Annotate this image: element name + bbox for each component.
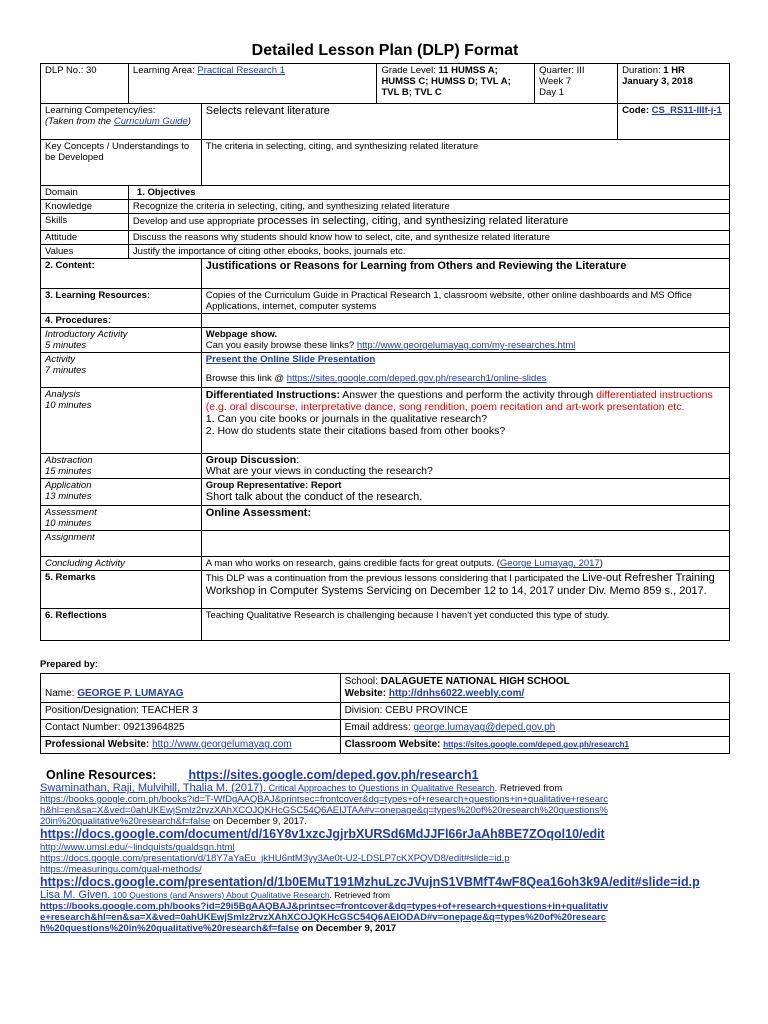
objective-label: Attitude [41, 231, 129, 245]
objective-value: Recognize the criteria in selecting, citing, and synthesizing related literature [128, 200, 729, 214]
procedure-body: Webpage show. Can you easily browse these links? http://www.georgelumayag.com/my-researches.html [201, 328, 729, 353]
competency-value: Selects relevant literature [201, 104, 617, 140]
duration-date: Duration: 1 HR January 3, 2018 [618, 64, 730, 104]
procedure-body: Online Assessment: [201, 506, 729, 531]
remarks-row [41, 571, 730, 609]
contact-number: Contact Number: 09213964825 [41, 720, 341, 737]
objective-value: Justify the importance of citing other ebooks, books, journals etc. [128, 245, 729, 259]
division: Division: CEBU PROVINCE [340, 703, 729, 720]
code-link[interactable]: CS_RS11-IIIf-j-1 [651, 105, 722, 116]
procedure-label: Introductory Activity 5 minutes [41, 328, 202, 353]
procedure-label: Analysis 10 minutes [41, 388, 202, 454]
curriculum-guide-link[interactable]: Curriculum Guide [113, 116, 188, 127]
procedure-label: Concluding Activity [41, 557, 202, 571]
ref2-author[interactable]: Lisa M. Given. [40, 890, 111, 901]
online-slides-link[interactable]: https://sites.google.com/deped.gov.ph/research1/online-slides [286, 373, 547, 384]
activity-row [41, 353, 730, 388]
ref1-title[interactable]: Critical Approaches to Questions in Qualitative Research [266, 783, 495, 793]
assignment-row [41, 531, 730, 557]
presentation2-link[interactable]: https://docs.google.com/presentation/d/1b0EMuT191MzhuLzcJVujnS1VBMfT4wF8Qea16oh3k9A/edit#slide=id.p [40, 875, 700, 889]
competency-label: Learning Competency/ies: (Taken from the Curriculum Guide) [41, 104, 202, 140]
grade-level: Grade Level: 11 HUMSS A; HUMSS C; HUMSS D; TVL A; TVL B; TVL C [377, 64, 535, 104]
key-concepts-row [41, 140, 730, 186]
learning-area: Learning Area: Practical Research 1 [128, 64, 377, 104]
professional-website: Professional Website: http://www.georgelumayag.com [41, 737, 341, 754]
reflections-label: 6. Reflections [41, 609, 202, 641]
content-value: Justifications or Reasons for Learning from Others and Reviewing the Literature [201, 259, 729, 289]
research1-link[interactable]: https://sites.google.com/deped.gov.ph/research1 [188, 768, 479, 782]
professional-website-link[interactable]: http://www.georgelumayag.com [152, 739, 292, 750]
procedure-label: Assignment [41, 531, 202, 557]
author-link[interactable]: George Lumayag, 2017 [499, 558, 600, 569]
content-label: 2. Content: [41, 259, 202, 289]
competency-code: Code: CS_RS11-IIIf-j-1 [618, 104, 730, 140]
email-link[interactable]: george.lumayag@deped.gov.ph [413, 722, 556, 733]
remarks-value: This DLP was a continuation from the previous lessons considering that I participated the Live-out Refresher Training Workshop in Computer Systems Servicing on December 12 to 14, 2017 under Div. Memo 859 s., 2017. [201, 571, 729, 609]
objective-label: Skills [41, 214, 129, 231]
procedure-body: Present the Online Slide Presentation Browse this link @ https://sites.google.com/deped.gov.ph/research1/online-slides [201, 353, 729, 388]
procedure-body: Group Discussion: What are your views in conducting the research? [201, 454, 729, 479]
concluding-row [41, 557, 730, 571]
procedure-body: A man who works on research, gains credible facts for great outputs. (George Lumayag, 2017) [201, 557, 729, 571]
resources-value: Copies of the Curriculum Guide in Practical Research 1, classroom website, other online dashboards and MS Office Applications, internet, computer systems [201, 289, 729, 314]
docs-link[interactable]: https://docs.google.com/document/d/16Y8v1xzcJgjrbXURSd6MdJJFl66rJaAh8BE7ZOqol10/edit [40, 827, 605, 841]
reflections-value: Teaching Qualitative Research is challenging because I haven't yet conducted this type of study. [201, 609, 729, 641]
ref1-url[interactable]: h&hl=en&sa=X&ved=0ahUKEwjSmlz2rvzXAhXCOJQKHcGSC54Q6AEIJTAA#v=onepage&q=types%20of%20research%20questions% [40, 805, 608, 816]
ref2-url[interactable]: h%20questions%20in%20qualitative%20research&f=false [40, 923, 299, 934]
key-concepts-value: The criteria in selecting, citing, and synthesizing related literature [201, 140, 729, 186]
remarks-label: 5. Remarks [41, 571, 202, 609]
online-resources-label: Online Resources: [46, 768, 157, 782]
my-researches-link[interactable]: http://www.georgelumayag.com/my-researches.html [356, 340, 576, 351]
resources-label: 3. Learning Resources: [41, 289, 202, 314]
procedure-body: Differentiated Instructions: Answer the questions and perform the activity through differentiated instructions (e.g. oral discourse, interpretative dance, song rendition, poem recitation and art-work presentation etc. 1. Can you cite books or journals in the qualitative research? 2. How do students state their citations based from other books? [201, 388, 729, 454]
learning-area-link[interactable]: Practical Research 1 [197, 65, 286, 76]
position: Position/Designation: TEACHER 3 [41, 703, 341, 720]
analysis-row [41, 388, 730, 454]
preparer-name-link[interactable]: GEORGE P. LUMAYAG [77, 688, 184, 699]
online-resources: Online Resources: https://sites.google.com/deped.gov.ph/research1 Swaminathan, Raji, Mulvihill, Thalia M. (2017). Critical Approaches to Questions in Qualitative Research. Retrieved from https://books.google.com.ph/books?id=T-WfDgAAQBAJ&printsec=frontcover&dq=types+of+research+questions+in+qualitative+researc h&hl=en&sa=X&ved=0ahUKEwjSmlz2rvzXAhXCOJQKHcGSC54Q6AEIJTAA#v=onepage&q=types%20of%20research%20questions% 20in%20qualitative%20research&f=false on December 9, 2017. https://docs.google.com/document/d/16Y8v1xzcJgjrbXURSd6MdJJFl66rJaAh8BE7ZOqol10/edit http://www.umsl.edu/~lindquists/qualdsgn.html https://docs.google.com/presentation/d/18Y7aYaEu_jkHU6ntM3yy3Ae0t-U2-LDSLP7cKXPQVD8/edit#slide=id.p https://measuringu.com/qual-methods/ https://docs.google.com/presentation/d/1b0EMuT191MzhuLzcJVujnS1VBMfT4wF8Qea16oh3k9A/edit#slide=id.p Lisa M. Given. 100 Questions (and Answers) About Qualitative Research. Retrieved from https://books.google.com.ph/books?id=29i5BgAAQBAJ&printsec=frontcover&dq=types+of+research+questions+in+qualitativ e+research&hl=en&sa=X&ved=0ahUKEwjSmlz2rvzXAhXCOJQKHcGSC54Q6AEIODAD#v=onepage&q=types%20of%20researc h%20questions%20in%20qualitative%20research&f=false on December 9, 2017 [40, 768, 730, 934]
procedures-row [41, 314, 730, 328]
procedure-label: Abstraction 15 minutes [41, 454, 202, 479]
procedures-label: 4. Procedures: [41, 314, 202, 328]
dlp-number: DLP No.: 30 [41, 64, 129, 104]
objective-knowledge [41, 200, 730, 214]
school-website-link[interactable]: http://dnhs6022.weebly.com/ [388, 688, 525, 699]
presentation-link[interactable]: https://docs.google.com/presentation/d/18Y7aYaEu_jkHU6ntM3yy3Ae0t-U2-LDSLP7cKXPQVD8/edit#slide=id.p [40, 853, 510, 864]
domain-row [41, 186, 730, 200]
objective-attitude [41, 231, 730, 245]
objective-values [41, 245, 730, 259]
ref1-author[interactable]: Swaminathan, Raji, Mulvihill, Thalia M. (2017). [40, 783, 266, 794]
prepared-by-label: Prepared by: [40, 659, 99, 670]
procedure-body: Group Representative: Report Short talk about the conduct of the research. [201, 479, 729, 506]
ref2-url[interactable]: https://books.google.com.ph/books?id=29i5BgAAQBAJ&printsec=frontcover&dq=types+of+research+questions+in+qualitativ [40, 901, 609, 912]
objective-label: Knowledge [41, 200, 129, 214]
application-row [41, 479, 730, 506]
preparer-info-table [40, 673, 730, 754]
school-website: School: DALAGUETE NATIONAL HIGH SCHOOL Website: http://dnhs6022.weebly.com/ [340, 674, 729, 703]
ref2-url[interactable]: e+research&hl=en&sa=X&ved=0ahUKEwjSmlz2rvzXAhXCOJQKHcGSC54Q6AEIODAD#v=onepage&q=types%20of%20researc [40, 912, 607, 923]
lesson-plan-page [40, 42, 730, 934]
preparer-name: Name: GEORGE P. LUMAYAG [41, 674, 341, 703]
lesson-plan-table [40, 63, 730, 641]
key-concepts-label: Key Concepts / Understandings to be Developed [41, 140, 202, 186]
header-row [41, 64, 730, 104]
classroom-website: Classroom Website: https://sites.google.com/deped.gov.ph/research1 [340, 737, 729, 754]
ref1-url[interactable]: 20in%20qualitative%20research&f=false [40, 816, 211, 827]
competency-row [41, 104, 730, 140]
ref2-title[interactable]: 100 Questions (and Answers) About Qualitative Research [110, 890, 330, 900]
umsl-link[interactable]: http://www.umsl.edu/~lindquists/qualdsgn.html [40, 842, 235, 853]
abstraction-row [41, 454, 730, 479]
procedure-label: Assessment 10 minutes [41, 506, 202, 531]
procedure-label: Application 13 minutes [41, 479, 202, 506]
slide-presentation-link[interactable]: Present the Online Slide Presentation [205, 354, 376, 365]
reflections-row [41, 609, 730, 641]
ref1-url[interactable]: https://books.google.com.ph/books?id=T-WfDgAAQBAJ&printsec=frontcover&dq=types+of+research+questions+in+qualitative+researc [40, 794, 608, 805]
objective-skills [41, 214, 730, 231]
quarter-week-day: Quarter: III Week 7 Day 1 [535, 64, 618, 104]
classroom-website-link[interactable]: https://sites.google.com/deped.gov.ph/research1 [443, 740, 629, 749]
resources-row [41, 289, 730, 314]
assessment-row [41, 506, 730, 531]
document-title: Detailed Lesson Plan (DLP) Format [251, 42, 519, 59]
measuringu-link[interactable]: https://measuringu.com/qual-methods/ [40, 864, 202, 875]
objective-value: Discuss the reasons why students should know how to select, cite, and synthesize related literature [128, 231, 729, 245]
objectives-heading: 1. Objectives [128, 186, 729, 200]
email: Email address: george.lumayag@deped.gov.ph [340, 720, 729, 737]
objective-label: Values [41, 245, 129, 259]
intro-activity-row [41, 328, 730, 353]
content-row [41, 259, 730, 289]
objective-value: Develop and use appropriate processes in selecting, citing, and synthesizing related literature [128, 214, 729, 231]
procedure-label: Activity 7 minutes [41, 353, 202, 388]
domain-label: Domain [41, 186, 129, 200]
